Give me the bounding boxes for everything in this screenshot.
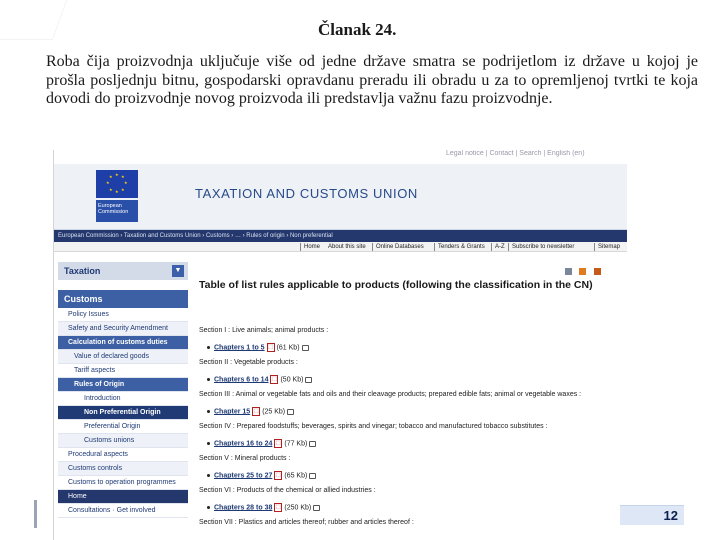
pdf-icon[interactable]: ⬚ [275,440,281,446]
chapter-row [199,375,619,384]
utility-link-about[interactable]: About this site [328,244,366,250]
pdf-icon[interactable]: ⬚ [268,344,273,350]
sidebar-item-consultations-get-involved[interactable]: Consultations · Get involved [58,504,188,518]
sidebar-item-safety-and-security-amendment[interactable]: Safety and Security Amendment [58,322,188,336]
slide-accent-bar [34,500,37,528]
slide-paragraph: Roba čija proizvodnja uključuje više od jedne države smatra se podrijetlom iz države u kojoj je prošla posljednju bitnu, gospodarski opravdanu preradu ili obradu u za to opremljenoj tvrtki te koja dovodi do proizvodnje novog proizvoda ili predstavlja važnu fazu proizvodnje. [46,53,698,107]
section-title: Section II : Vegetable products : [199,359,298,366]
sidebar [58,262,188,540]
utility-link-sitemap[interactable]: Sitemap [598,244,621,250]
section-title: Section I : Live animals; animal products : [199,327,329,334]
section-title: Section V : Mineral products : [199,455,291,462]
bullet-icon [207,410,210,413]
chapter-link[interactable]: Chapters 6 to 14 [214,376,269,384]
pdf-icon[interactable]: ⬚ [272,376,277,382]
rss-icon[interactable] [579,268,586,275]
page-title: Table of list rules applicable to products (following the classification in the CN) [199,279,593,291]
comment-icon[interactable] [305,377,312,383]
sidebar-item-rules-of-origin[interactable]: Rules of Origin [58,378,188,392]
sections-list [199,320,619,527]
bullet-icon [207,378,210,381]
comment-icon[interactable] [309,441,316,447]
file-size: (50 Kb) [280,376,304,384]
sidebar-item-non-preferential-origin[interactable]: Non Preferential Origin [58,406,188,420]
file-size: (77 Kb) [284,440,308,448]
chapter-row [199,407,619,416]
breadcrumb[interactable]: European Commission › Taxation and Customs Union › Customs › … › Rules of origin › Non preferential [54,230,627,242]
comment-icon[interactable] [309,473,316,479]
chapter-row [199,471,619,480]
comment-icon[interactable] [302,345,309,351]
sidebar-item-customs-to-operation-programmes[interactable]: Customs to operation programmes [58,476,188,490]
pdf-icon[interactable]: ⬚ [275,472,281,478]
chapter-link[interactable]: Chapters 16 to 24 [214,440,273,448]
chapter-row [199,503,619,512]
sidebar-taxation-menu[interactable] [58,262,188,280]
bullet-icon [207,442,210,445]
utility-links-bar [54,242,627,252]
utility-link-newsletter[interactable]: Subscribe to newsletter [512,244,575,250]
utility-link-tenders-grants[interactable]: Tenders & Grants [438,244,485,250]
file-size: (65 Kb) [284,472,308,480]
sidebar-item-tariff-aspects[interactable]: Tariff aspects [58,364,188,378]
slide-title: Članak 24. [318,20,397,39]
sidebar-item-calculation-of-customs-duties[interactable]: Calculation of customs duties [58,336,188,350]
chapter-row [199,343,619,352]
sidebar-items [58,308,188,518]
section-title: Section VI : Products of the chemical or allied industries : [199,487,376,494]
section-title: Section IV : Prepared foodstuffs; beverages, spirits and vinegar; tobacco and manufactured tobacco substitutes : [199,423,548,430]
comment-icon[interactable] [313,505,320,511]
file-size: (250 Kb) [284,504,312,512]
slide-corner-decoration [0,0,67,40]
section-title: Section VII : Plastics and articles thereof; rubber and articles thereof : [199,519,414,526]
sidebar-item-preferential-origin[interactable]: Preferential Origin [58,420,188,434]
site-banner [54,164,627,230]
eu-flag-icon: ★ ★ ★ ★ ★ ★ ★ ★ [96,170,138,198]
print-icon[interactable] [565,268,572,275]
chapter-link[interactable]: Chapter 15 [214,408,251,416]
utility-link-a-z[interactable]: A-Z [495,244,505,250]
chapter-row [199,439,619,448]
file-size: (25 Kb) [262,408,286,416]
embedded-website-screenshot [53,150,627,540]
file-size: (61 Kb) [276,344,300,352]
bullet-icon [207,346,210,349]
european-commission-logo[interactable] [96,170,138,222]
slide-number-bar [620,505,684,525]
sidebar-item-home[interactable]: Home [58,490,188,504]
sidebar-taxation-label: Taxation [64,266,101,276]
chapter-link[interactable]: Chapters 25 to 27 [214,472,273,480]
chapter-link[interactable]: Chapters 1 to 5 [214,344,265,352]
top-links[interactable]: Legal notice | Contact | Search | English (en) [446,150,585,157]
utility-link-home[interactable]: Home [304,244,321,250]
pdf-icon[interactable]: ⬚ [275,504,281,510]
utility-link-online-databases[interactable]: Online Databases [376,244,424,250]
sidebar-item-customs-controls[interactable]: Customs controls [58,462,188,476]
site-title: TAXATION AND CUSTOMS UNION [195,186,418,201]
comment-icon[interactable] [287,409,294,415]
slide-number: 12 [663,508,678,523]
bullet-icon [207,474,210,477]
logo-label: European Commission [96,200,138,222]
section-title: Section III : Animal or vegetable fats and oils and their cleavage products; prepared edible fats; animal or vegetable waxes : [199,391,582,398]
pdf-icon[interactable]: ⬚ [253,408,259,414]
sidebar-customs-heading[interactable]: Customs [58,290,188,308]
sidebar-item-introduction[interactable]: Introduction [58,392,188,406]
chevron-down-icon[interactable]: ▼ [172,265,184,277]
sidebar-item-policy-issues[interactable]: Policy Issues [58,308,188,322]
bullet-icon [207,506,210,509]
chapter-link[interactable]: Chapters 28 to 38 [214,504,273,512]
share-icon[interactable] [594,268,601,275]
sidebar-item-customs-unions[interactable]: Customs unions [58,434,188,448]
sidebar-item-value-of-declared-goods[interactable]: Value of declared goods [58,350,188,364]
sidebar-item-procedural-aspects[interactable]: Procedural aspects [58,448,188,462]
